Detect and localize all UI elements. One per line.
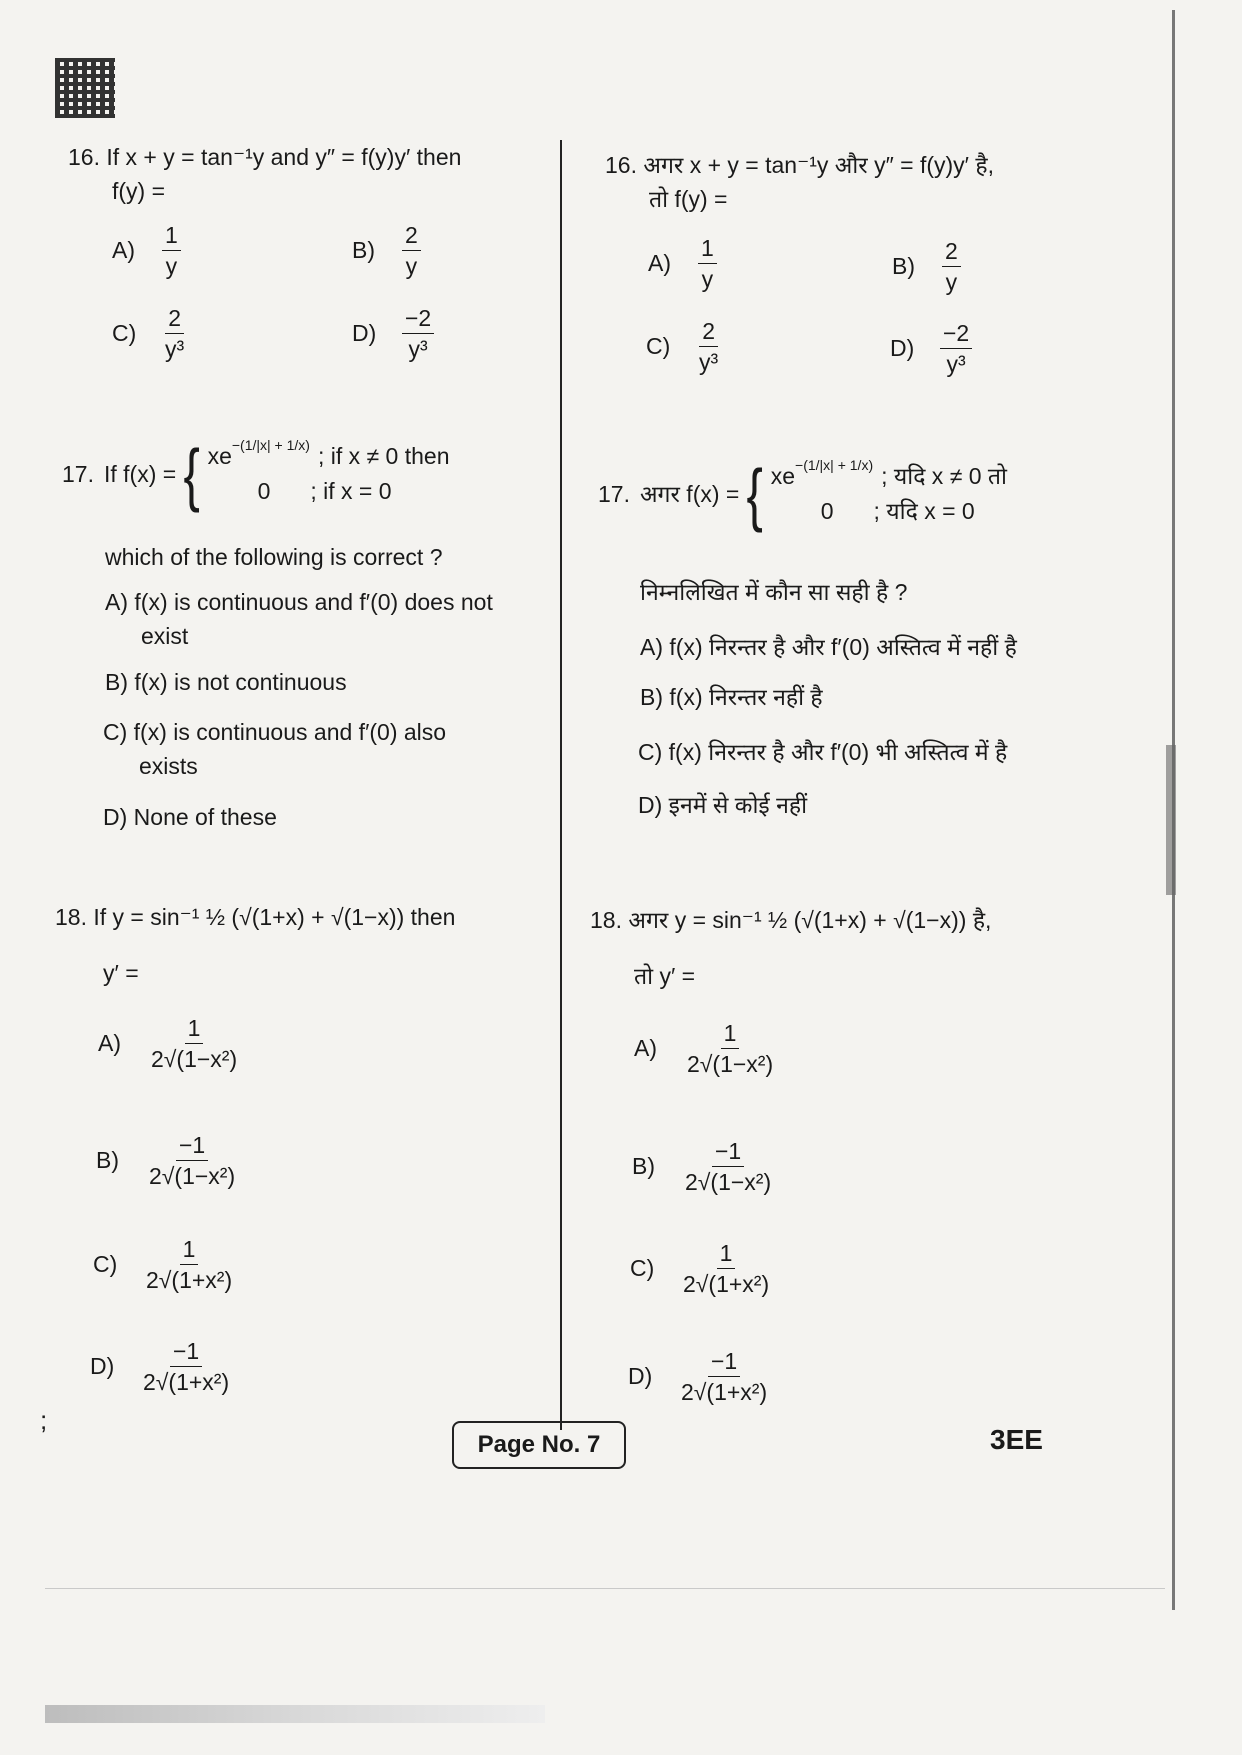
en-q18-option-b[interactable]: B) $\frac{-1}{\text{2√(1−x²)}}$ xyxy=(96,1132,238,1189)
hi-q17-option-b[interactable]: B) f(x) निरन्तर नहीं है xyxy=(640,684,823,710)
en-q16-option-b[interactable]: B) $\frac{2}{y}$ xyxy=(352,222,421,279)
en-q17-option-d[interactable]: D) None of these xyxy=(103,804,277,830)
question-number: 16. xyxy=(68,144,100,170)
fraction: $\frac{1}{\text{2√(1+x²)}}$ xyxy=(146,1236,233,1293)
en-question-16 xyxy=(68,140,461,208)
hi-q16-option-b[interactable]: B) $\frac{2}{y}$ xyxy=(892,238,961,295)
fraction: $\frac{2}{y}$ xyxy=(402,222,421,279)
qr-code-icon xyxy=(55,58,115,118)
hi-q16-option-c[interactable]: C) $\frac{2}{\text{y³}}$ xyxy=(646,318,721,375)
fraction: $\frac{1}{\text{2√(1+x²)}}$ xyxy=(683,1240,770,1297)
hi-question-18: 18. अगर y = sin⁻¹ ½ (√(1+x) + √(1−x)) है, तो y′ = xyxy=(590,907,992,989)
hi-q18-option-a[interactable]: A) $\frac{1}{\text{2√(1−x²)}}$ xyxy=(634,1020,776,1077)
hi-question-17: 17. अगर f(x) = { $xe^{-(1/|x| + 1/x)}$ ; यदि x ≠ 0 तो 0 ; यदि x = 0 xyxy=(598,454,1007,533)
page-number-box: Page No. 7 xyxy=(452,1421,626,1469)
question-number: 16. xyxy=(605,152,637,178)
fraction: $\frac{1}{\text{2√(1−x²)}}$ xyxy=(151,1015,238,1072)
exponent: −(1/|x| + 1/x) xyxy=(231,437,310,453)
fraction: $\frac{-2}{\text{y³}}$ xyxy=(402,305,434,362)
hi-q18-option-c[interactable]: C) $\frac{1}{\text{2√(1+x²)}}$ xyxy=(630,1240,772,1297)
stray-mark: ; xyxy=(40,1405,48,1435)
en-q17-option-a[interactable]: A) f(x) is continuous and f′(0) does not exist xyxy=(105,589,493,649)
en-q16-option-d[interactable]: D) $\frac{-2}{\text{y³}}$ xyxy=(352,305,434,362)
question-text-cont: f(y) = xyxy=(112,178,166,204)
brace: { xyxy=(746,454,764,533)
question-number: 17. xyxy=(62,460,94,487)
en-q17-option-b[interactable]: B) f(x) is not continuous xyxy=(105,669,347,695)
en-q16-option-c[interactable]: C) $\frac{2}{\text{y³}}$ xyxy=(112,305,187,362)
question-number: 18. xyxy=(55,904,87,930)
fraction: $\frac{1}{\text{2√(1−x²)}}$ xyxy=(687,1020,774,1077)
en-question-17: 17. If f(x) = { $xe^{-(1/|x| + 1/x)}$ ; if x ≠ 0 then 0 ; if x = 0 xyxy=(62,434,450,513)
question-text: which of the following is correct ? xyxy=(105,544,443,570)
fraction: $\frac{2}{\text{y³}}$ xyxy=(699,318,719,375)
hi-q18-option-b[interactable]: B) $\frac{-1}{\text{2√(1−x²)}}$ xyxy=(632,1138,774,1195)
hi-q17-option-a[interactable]: A) f(x) निरन्तर है और f′(0) अस्तित्व में नहीं है xyxy=(640,634,1017,660)
hi-q16-option-d[interactable]: D) $\frac{-2}{\text{y³}}$ xyxy=(890,320,972,377)
brace: { xyxy=(183,434,201,513)
binding-mark xyxy=(1166,745,1176,895)
en-q18-option-a[interactable]: A) $\frac{1}{\text{2√(1−x²)}}$ xyxy=(98,1015,240,1072)
en-q18-option-c[interactable]: C) $\frac{1}{\text{2√(1+x²)}}$ xyxy=(93,1236,235,1293)
column-divider xyxy=(560,140,562,1430)
fraction: $\frac{1}{y}$ xyxy=(698,235,717,292)
en-q18-option-d[interactable]: D) $\frac{-1}{\text{2√(1+x²)}}$ xyxy=(90,1338,232,1395)
question-text: अगर x + y = tan⁻¹y और y″ = f(y)y′ है, xyxy=(643,152,994,178)
hi-question-16: 16. अगर x + y = tan⁻¹y और y″ = f(y)y′ है, तो f(y) = xyxy=(605,152,994,212)
fraction: $\frac{2}{\text{y³}}$ xyxy=(165,305,185,362)
question-lead: If f(x) = xyxy=(103,460,177,487)
fraction: $\frac{-1}{\text{2√(1+x²)}}$ xyxy=(681,1348,768,1405)
question-text: If x + y = tan⁻¹y and y″ = f(y)y′ then xyxy=(106,144,462,170)
exponent: −(1/|x| + 1/x) xyxy=(795,457,874,473)
fraction: $\frac{-1}{\text{2√(1+x²)}}$ xyxy=(143,1338,230,1395)
en-q17-option-c[interactable]: C) f(x) is continuous and f′(0) also exists xyxy=(103,719,447,779)
hi-q16-option-a[interactable]: A) $\frac{1}{y}$ xyxy=(648,235,717,292)
scan-smudge xyxy=(45,1705,545,1723)
fraction: $\frac{-1}{\text{2√(1−x²)}}$ xyxy=(685,1138,772,1195)
hi-q18-option-d[interactable]: D) $\frac{-1}{\text{2√(1+x²)}}$ xyxy=(628,1348,770,1405)
question-text: If y = sin⁻¹ ½ (√(1+x) + √(1−x)) then xyxy=(93,904,456,930)
fraction: $\frac{2}{y}$ xyxy=(942,238,961,295)
paper-code: 3EE xyxy=(990,1424,1043,1455)
question-text: निम्नलिखित में कौन सा सही है ? xyxy=(640,579,908,605)
fraction: $\frac{-2}{\text{y³}}$ xyxy=(940,320,972,377)
en-question-18: 18. If y = sin⁻¹ ½ (√(1+x) + √(1−x)) then y′ = xyxy=(55,904,456,986)
en-q16-option-a[interactable]: A) $\frac{1}{y}$ xyxy=(112,222,181,279)
fraction: $\frac{1}{y}$ xyxy=(162,222,181,279)
hi-q17-option-c[interactable]: C) f(x) निरन्तर है और f′(0) भी अस्तित्व में है xyxy=(638,739,1008,765)
fraction: $\frac{-1}{\text{2√(1−x²)}}$ xyxy=(149,1132,236,1189)
scan-line xyxy=(45,1588,1165,1589)
hi-q17-option-d[interactable]: D) इनमें से कोई नहीं xyxy=(638,792,808,818)
